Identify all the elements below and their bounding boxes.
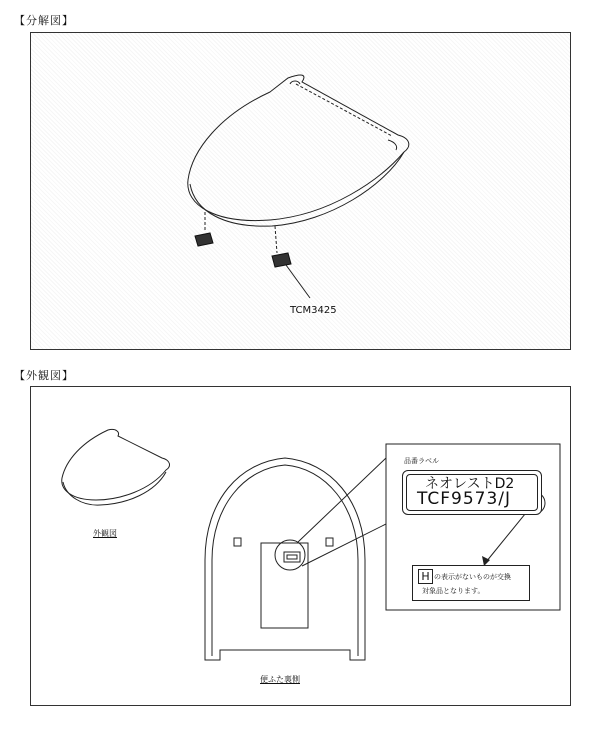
replacement-note [412, 565, 530, 601]
h-mark-box: H [418, 569, 433, 584]
hinge-block-left [195, 233, 213, 246]
part-number-label: TCM3425 [290, 305, 337, 316]
product-label-model-name: ネオレストD2 [425, 476, 515, 492]
exterior-view-panel [30, 386, 571, 706]
lid-underside-caption: 便ふた裏側 [260, 675, 300, 684]
hinge-block-right [272, 253, 291, 267]
exterior-view-title: 【外観図】 [14, 369, 74, 382]
toilet-lid-rim [190, 152, 404, 226]
product-label-part-code: TCF9573/J [417, 489, 512, 509]
exterior-view-caption: 外観図 [93, 529, 117, 538]
product-label-heading: 品番ラベル [404, 457, 439, 465]
toilet-lid-outline [188, 75, 409, 221]
note-line-2: 対象品となります。 [422, 587, 485, 595]
product-label-plate [402, 470, 542, 515]
exploded-view-title: 【分解図】 [14, 14, 74, 27]
note-line-1: の表示がないものが交換 [434, 573, 511, 581]
